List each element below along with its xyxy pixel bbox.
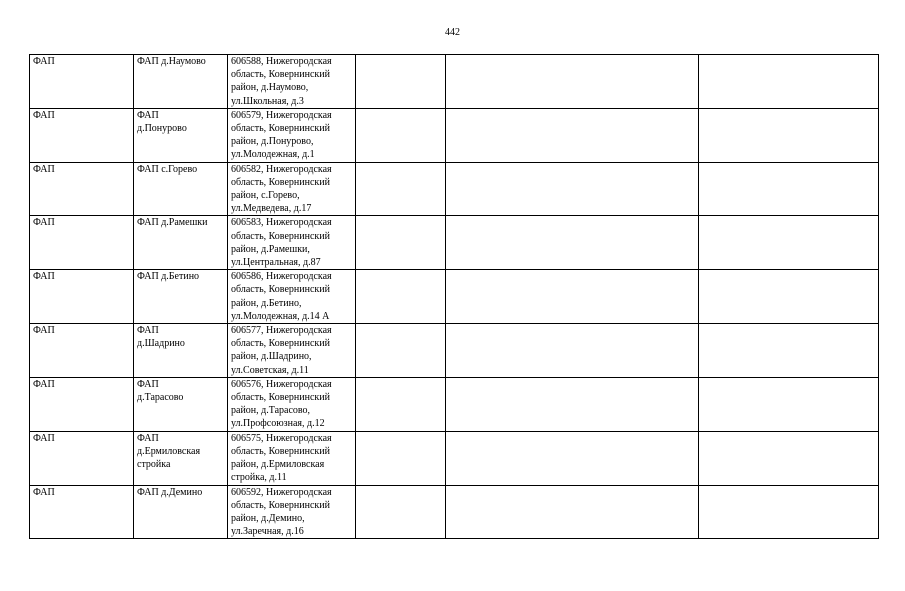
facility-name-cell: ФАП д.Рамешки xyxy=(134,216,228,270)
empty-cell xyxy=(446,108,699,162)
facility-type-cell: ФАП xyxy=(30,162,134,216)
table-row xyxy=(30,485,879,539)
empty-cell xyxy=(446,216,699,270)
empty-cell xyxy=(699,377,879,431)
facilities-table xyxy=(29,54,879,539)
table-row xyxy=(30,216,879,270)
table-row xyxy=(30,270,879,324)
facility-address-cell: 606588, Нижегородская область, Ковернинский район, д.Наумово, ул.Школьная, д.3 xyxy=(228,55,356,109)
empty-cell xyxy=(446,431,699,485)
empty-cell xyxy=(699,270,879,324)
facility-address-cell: 606579, Нижегородская область, Ковернинский район, д.Понурово, ул.Молодежная, д.1 xyxy=(228,108,356,162)
empty-cell xyxy=(356,377,446,431)
facility-type-cell: ФАП xyxy=(30,377,134,431)
empty-cell xyxy=(356,485,446,539)
facility-name-cell: ФАП д.Демино xyxy=(134,485,228,539)
facility-name-cell: ФАП д.Ермиловская стройка xyxy=(134,431,228,485)
empty-cell xyxy=(699,108,879,162)
page-number: 442 xyxy=(445,27,460,38)
table-row xyxy=(30,324,879,378)
empty-cell xyxy=(699,216,879,270)
empty-cell xyxy=(699,162,879,216)
facility-address-cell: 606586, Нижегородская область, Ковернинский район, д.Бетино, ул.Молодежная, д.14 А xyxy=(228,270,356,324)
table-row xyxy=(30,162,879,216)
facility-type-cell: ФАП xyxy=(30,270,134,324)
facility-address-cell: 606576, Нижегородская область, Ковернинский район, д.Тарасово, ул.Профсоюзная, д.12 xyxy=(228,377,356,431)
facility-type-cell: ФАП xyxy=(30,108,134,162)
empty-cell xyxy=(446,377,699,431)
empty-cell xyxy=(356,108,446,162)
empty-cell xyxy=(699,55,879,109)
empty-cell xyxy=(699,431,879,485)
table-row xyxy=(30,55,879,109)
empty-cell xyxy=(446,324,699,378)
table-row xyxy=(30,431,879,485)
empty-cell xyxy=(446,55,699,109)
facility-name-cell: ФАП д.Шадрино xyxy=(134,324,228,378)
facility-name-cell: ФАП д.Наумово xyxy=(134,55,228,109)
empty-cell xyxy=(699,324,879,378)
facility-name-cell: ФАП д.Тарасово xyxy=(134,377,228,431)
facility-type-cell: ФАП xyxy=(30,324,134,378)
empty-cell xyxy=(446,485,699,539)
facility-address-cell: 606577, Нижегородская область, Ковернинский район, д.Шадрино, ул.Советская, д.11 xyxy=(228,324,356,378)
empty-cell xyxy=(699,485,879,539)
facility-name-cell: ФАП с.Горево xyxy=(134,162,228,216)
facility-type-cell: ФАП xyxy=(30,216,134,270)
facility-address-cell: 606582, Нижегородская область, Ковернинский район, с.Горево, ул.Медведева, д.17 xyxy=(228,162,356,216)
table-body xyxy=(30,55,879,539)
facility-name-cell: ФАП д.Бетино xyxy=(134,270,228,324)
empty-cell xyxy=(356,324,446,378)
empty-cell xyxy=(356,431,446,485)
table-row xyxy=(30,377,879,431)
facility-address-cell: 606583, Нижегородская область, Ковернинский район, д.Рамешки, ул.Центральная, д.87 xyxy=(228,216,356,270)
facility-type-cell: ФАП xyxy=(30,55,134,109)
facility-address-cell: 606592, Нижегородская область, Ковернинский район, д.Демино, ул.Заречная, д.16 xyxy=(228,485,356,539)
facility-type-cell: ФАП xyxy=(30,485,134,539)
facility-name-cell: ФАП д.Понурово xyxy=(134,108,228,162)
facility-address-cell: 606575, Нижегородская область, Ковернинский район, д.Ермиловская стройка, д.11 xyxy=(228,431,356,485)
facility-type-cell: ФАП xyxy=(30,431,134,485)
empty-cell xyxy=(446,162,699,216)
empty-cell xyxy=(356,162,446,216)
empty-cell xyxy=(356,55,446,109)
empty-cell xyxy=(356,216,446,270)
empty-cell xyxy=(446,270,699,324)
empty-cell xyxy=(356,270,446,324)
table-row xyxy=(30,108,879,162)
